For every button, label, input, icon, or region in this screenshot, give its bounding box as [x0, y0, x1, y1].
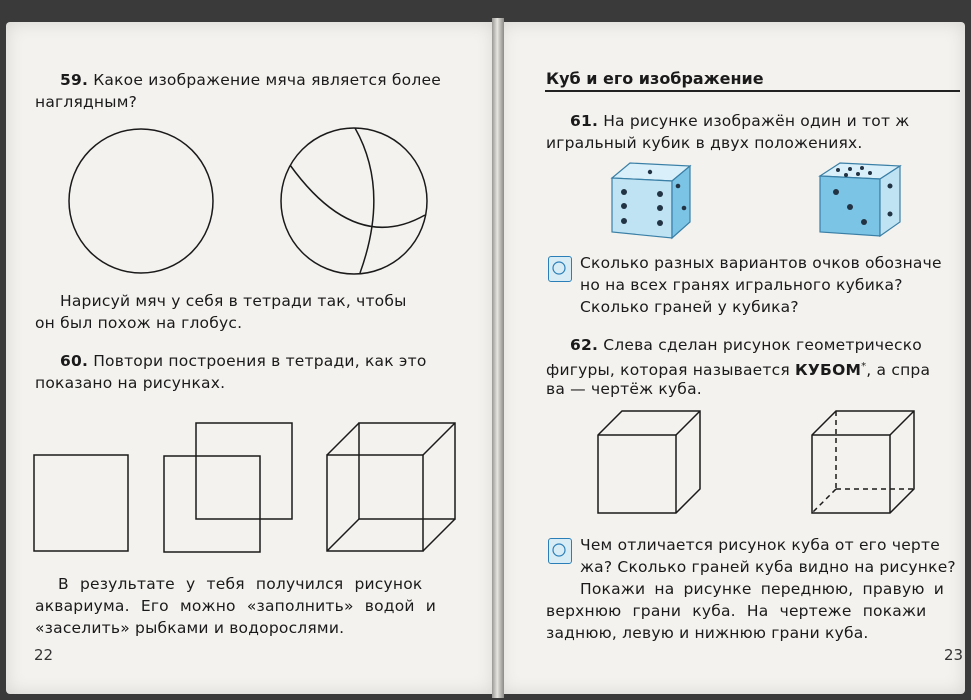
- task59-line1: 59. Какое изображение мяча является более: [60, 71, 441, 89]
- square-step-1: [34, 455, 128, 551]
- task60-result-3: «заселить» рыбками и водорослями.: [35, 619, 345, 637]
- cube-picture: [598, 411, 700, 513]
- cube-step-3: [327, 423, 455, 551]
- task62-number: 62.: [570, 336, 599, 354]
- task59-number: 59.: [60, 71, 89, 89]
- task62-question-4: верхнюю грани куба. На чертеже покажи: [546, 602, 927, 620]
- task62-line3: ва — чертёж куба.: [546, 380, 702, 398]
- task60-result-2: аквариума. Его можно «заполнить» водой и: [35, 597, 437, 615]
- cube-term-mark: *: [861, 361, 867, 372]
- task62-line2: фигуры, которая называется КУБОМ*, а спра: [546, 361, 931, 380]
- task59-instruction-1: Нарисуй мяч у себя в тетради так, чтобы: [60, 292, 407, 310]
- dice-right: [820, 163, 900, 236]
- task60-line1: 60. Повтори построения в тетради, как это: [60, 352, 427, 370]
- task61-question-1: Сколько разных вариантов очков обозначе: [580, 254, 942, 272]
- task60-number: 60.: [60, 352, 89, 370]
- task62-question-1: Чем отличается рисунок куба от его черте: [580, 536, 940, 554]
- cube-drawing: [812, 411, 914, 513]
- task59-line2: наглядным?: [35, 93, 138, 111]
- page-number-right: 23: [944, 646, 964, 664]
- task59-instruction-2: он был похож на глобус.: [35, 314, 243, 332]
- globe-ball-drawing: [281, 128, 427, 274]
- task62-line1: 62. Слева сделан рисунок геометрическо: [570, 336, 922, 354]
- task60-line2: показано на рисунках.: [35, 374, 226, 392]
- plain-ball-drawing: [69, 129, 213, 273]
- task62-question-5: заднюю, левую и нижнюю грани куба.: [546, 624, 869, 642]
- thinking-face-icon: [553, 262, 565, 556]
- dice-left: [612, 163, 690, 238]
- task61-line1: 61. На рисунке изображён один и тот ж: [570, 112, 910, 130]
- square-step-2: [164, 423, 292, 552]
- cube-term: КУБОМ: [795, 361, 862, 380]
- task61-number: 61.: [570, 112, 599, 130]
- task61-question-2: но на всех гранях игрального кубика?: [580, 276, 903, 294]
- page-number-left: 22: [34, 646, 54, 664]
- task61-line2: игральный кубик в двух положениях.: [546, 134, 863, 152]
- task60-result-1: В результате у тебя получился рисунок: [58, 575, 423, 593]
- task62-question-2: жа? Сколько граней куба видно на рисунке?: [580, 558, 956, 576]
- section-title: Куб и его изображение: [546, 69, 764, 88]
- task62-question-3: Покажи на рисунке переднюю, правую и: [580, 580, 944, 598]
- task61-question-3: Сколько граней у кубика?: [580, 298, 799, 316]
